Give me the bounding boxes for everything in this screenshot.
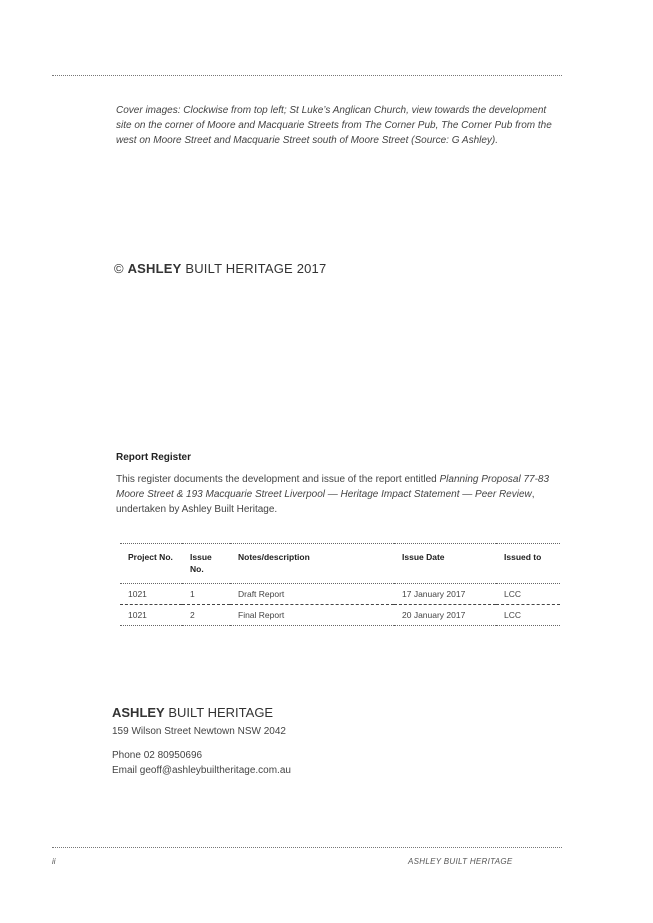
cell-issued-to: LCC xyxy=(496,605,560,626)
cell-notes: Draft Report xyxy=(230,584,394,605)
table-header-row xyxy=(120,544,560,584)
caption-lead: Cover images: xyxy=(116,105,181,116)
header-date: Issue Date xyxy=(394,544,496,584)
cell-project: 1021 xyxy=(120,584,182,605)
cell-date: 20 January 2017 xyxy=(394,605,496,626)
header-notes: Notes/description xyxy=(230,544,394,584)
caption-text: Clockwise from top left; St Luke’s Anglican Church, view towards the development site on the corner of Moore and Macquarie Streets from The Corner Pub, The Corner Pub from the west on Moore Street and Macquarie Street south of Moore Street (Source: G Ashley). xyxy=(116,105,552,146)
report-register-title: Report Register xyxy=(116,452,192,463)
intro-part-2: , undertaken by Ashley Built Heritage. xyxy=(116,489,535,515)
bottom-divider xyxy=(52,847,562,848)
cell-issued-to: LCC xyxy=(496,584,560,605)
cell-issue: 2 xyxy=(182,605,230,626)
company-email: Email geoff@ashleybuiltheritage.com.au xyxy=(112,765,291,776)
footer-brand: ASHLEY BUILT HERITAGE xyxy=(408,857,513,866)
table-row xyxy=(120,605,560,626)
table-row xyxy=(120,584,560,605)
company-contact xyxy=(112,724,291,778)
copyright-symbol: © xyxy=(114,261,124,276)
copyright-brand: ASHLEY xyxy=(127,261,182,276)
cell-date: 17 January 2017 xyxy=(394,584,496,605)
page-number: ii xyxy=(52,857,56,866)
company-name xyxy=(112,705,273,720)
copyright-notice xyxy=(114,261,326,276)
company-address: 159 Wilson Street Newtown NSW 2042 xyxy=(112,726,286,737)
cover-images-caption xyxy=(116,103,562,148)
copyright-rest: BUILT HERITAGE 2017 xyxy=(185,261,327,276)
company-brand: ASHLEY xyxy=(112,705,165,720)
company-phone: Phone 02 80950696 xyxy=(112,750,203,761)
company-rest: BUILT HERITAGE xyxy=(168,705,274,720)
header-project: Project No. xyxy=(120,544,182,584)
intro-part-1: This register documents the development and issue of the report entitled xyxy=(116,474,440,485)
cell-project: 1021 xyxy=(120,605,182,626)
report-register-table xyxy=(120,543,560,626)
top-divider xyxy=(52,75,562,76)
header-issue: Issue No. xyxy=(182,544,230,584)
report-title: Planning Proposal 77-83 Moore Street & 193 Macquarie Street Liverpool — Heritage Impact Statement — Peer Review xyxy=(116,474,550,500)
cell-issue: 1 xyxy=(182,584,230,605)
cell-notes: Final Report xyxy=(230,605,394,626)
header-issued-to: Issued to xyxy=(496,544,560,584)
report-register-intro xyxy=(116,472,562,517)
